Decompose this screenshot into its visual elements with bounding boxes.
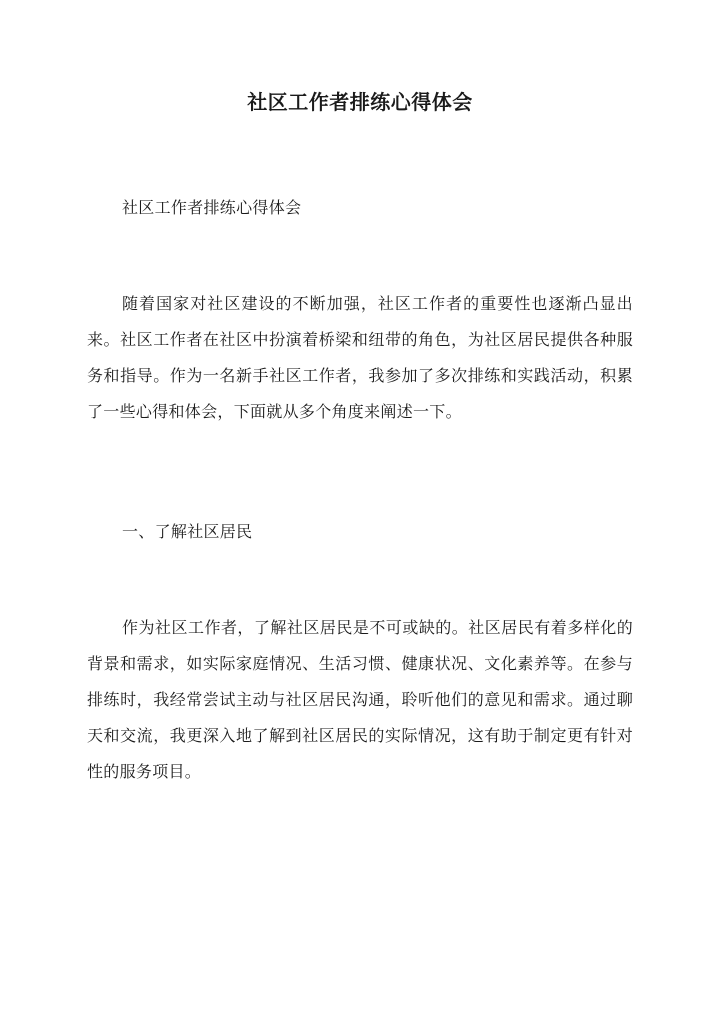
section-heading: 一、了解社区居民 bbox=[122, 522, 253, 541]
document-title: 社区工作者排练心得体会 bbox=[247, 90, 473, 114]
section-body-paragraph: 作为社区工作者，了解社区居民是不可或缺的。社区居民有着多样化的背景和需求，如实际家庭情况、生活习惯、健康状况、文化素养等。在参与排练时，我经常尝试主动与社区居民沟通，聆听他们的意见和需求。通过聊天和交流，我更深入地了解到社区居民的实际情况，这有助于制定更有针对性的服务项目。 bbox=[87, 618, 633, 781]
intro-paragraph: 随着国家对社区建设的不断加强，社区工作者的重要性也逐渐凸显出来。社区工作者在社区中扮演着桥梁和纽带的角色，为社区居民提供各种服务和指导。作为一名新手社区工作者，我参加了多次排练和实践活动，积累了一些心得和体会，下面就从多个角度来阐述一下。 bbox=[87, 294, 633, 421]
document-subtitle: 社区工作者排练心得体会 bbox=[122, 198, 302, 217]
